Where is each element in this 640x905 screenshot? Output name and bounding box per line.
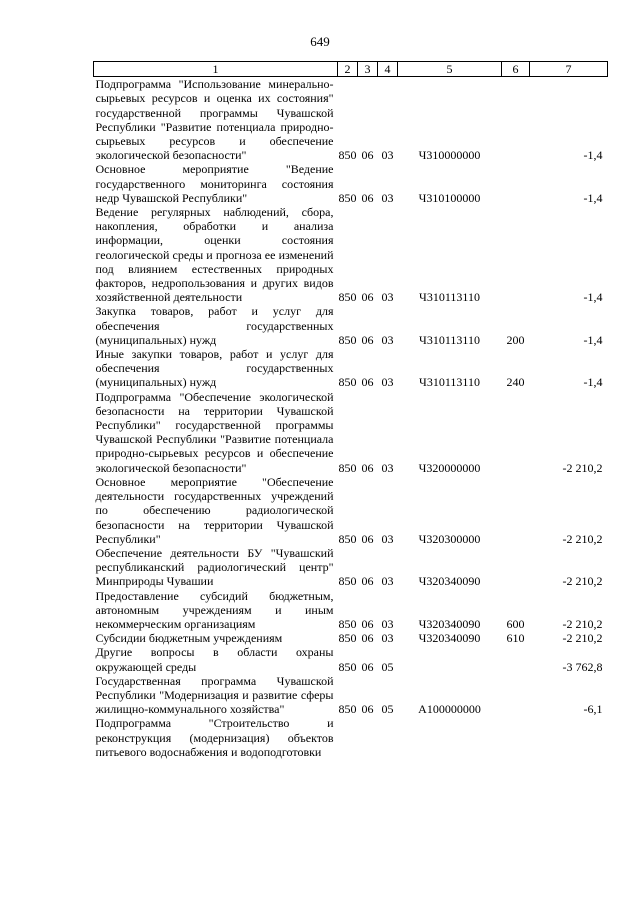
row-section: 06 xyxy=(361,574,374,589)
row-ministry-code: 850 xyxy=(338,460,357,475)
row-name: Основное мероприятие "Обеспечение деятельности государственных учреждений по обеспечению радиологической безопасности на территории Чувашской Республики" xyxy=(95,474,334,546)
row-target-code: Ч310113110 xyxy=(419,290,480,305)
table-row xyxy=(94,546,608,589)
row-subsection: 05 xyxy=(381,659,394,674)
row-ministry-code: 850 xyxy=(338,290,357,305)
row-section: 06 xyxy=(361,631,374,646)
row-subsection xyxy=(378,716,398,759)
table-row xyxy=(94,304,608,347)
row-section: 06 xyxy=(361,531,374,546)
row-ministry-code: 850 xyxy=(338,332,357,347)
table-row xyxy=(94,645,608,673)
row-amount xyxy=(530,716,608,759)
row-subsection: 03 xyxy=(381,460,394,475)
row-target-code: Ч310000000 xyxy=(418,148,481,163)
row-section: 06 xyxy=(361,375,374,390)
row-name: Ведение регулярных наблюдений, сбора, накопления, обработки и анализа информации, оценки состояния геологической среды и прогноза ее изменений под влиянием естественных природных факторов, недропользования и других видов хозяйственной деятельности xyxy=(95,205,334,305)
row-ministry-code: 850 xyxy=(338,190,357,205)
row-subsection: 03 xyxy=(381,290,394,305)
row-expense-type xyxy=(502,390,530,475)
row-subsection: 03 xyxy=(381,332,394,347)
row-amount: -1,4 xyxy=(583,290,603,305)
table-row xyxy=(94,674,608,717)
row-target-code xyxy=(398,716,502,759)
row-amount: -1,4 xyxy=(583,375,603,390)
row-ministry-code xyxy=(338,716,358,759)
row-expense-type: 240 xyxy=(506,375,525,390)
row-amount: -1,4 xyxy=(583,332,603,347)
row-expense-type: 200 xyxy=(506,332,525,347)
row-section: 06 xyxy=(361,702,374,717)
table-row xyxy=(94,162,608,205)
row-target-code: Ч310100000 xyxy=(418,190,481,205)
row-target-code: А100000000 xyxy=(418,702,481,717)
row-name: Закупка товаров, работ и услуг для обеспечения государственных (муниципальных) нужд xyxy=(95,304,334,347)
row-ministry-code: 850 xyxy=(338,574,357,589)
table-row xyxy=(94,631,608,645)
row-ministry-code: 850 xyxy=(338,702,357,717)
row-section xyxy=(358,716,378,759)
row-amount: -1,4 xyxy=(583,148,603,163)
row-amount: -2 210,2 xyxy=(562,460,603,475)
row-expense-type xyxy=(502,716,530,759)
column-header-3: 3 xyxy=(358,62,378,77)
row-name: Государственная программа Чувашской Республики "Модернизация и развитие сферы жилищно-коммунального хозяйства" xyxy=(95,673,334,717)
row-amount: -2 210,2 xyxy=(562,531,603,546)
column-header-7: 7 xyxy=(530,62,608,77)
row-section: 06 xyxy=(361,659,374,674)
row-amount: -6,1 xyxy=(583,702,603,717)
row-expense-type xyxy=(502,162,530,205)
row-target-code: Ч310113110 xyxy=(419,332,480,347)
row-name: Предоставление субсидий бюджетным, автономным учреждениям и иным некоммерческим организациям xyxy=(95,588,334,631)
budget-table xyxy=(93,61,608,759)
row-amount: -2 210,2 xyxy=(562,631,603,646)
column-header-5: 5 xyxy=(398,62,502,77)
table-row xyxy=(94,716,608,759)
row-expense-type xyxy=(502,77,530,163)
row-target-code: Ч320000000 xyxy=(418,460,481,475)
row-target-code xyxy=(398,645,502,673)
row-name: Подпрограмма "Обеспечение экологической безопасности на территории Чувашской Республики" государственной программы Чувашской Республики "Развитие потенциала природно-сырьевых ресурсов и обеспечение экологической безопасности" xyxy=(95,389,334,475)
row-subsection: 03 xyxy=(381,375,394,390)
row-subsection: 03 xyxy=(381,531,394,546)
row-section: 06 xyxy=(361,190,374,205)
row-subsection: 03 xyxy=(381,574,394,589)
row-ministry-code: 850 xyxy=(338,659,357,674)
row-amount: -2 210,2 xyxy=(562,616,603,631)
row-name: Субсидии бюджетным учреждениям xyxy=(95,631,283,646)
row-section: 06 xyxy=(361,148,374,163)
row-subsection: 03 xyxy=(381,148,394,163)
row-expense-type xyxy=(502,645,530,673)
row-target-code: Ч310113110 xyxy=(419,375,480,390)
column-header-6: 6 xyxy=(502,62,530,77)
row-expense-type xyxy=(502,674,530,717)
row-section: 06 xyxy=(361,460,374,475)
row-name: Иные закупки товаров, работ и услуг для обеспечения государственных (муниципальных) нужд xyxy=(95,347,334,390)
row-amount: -1,4 xyxy=(583,190,603,205)
table-row xyxy=(94,475,608,546)
column-header-1: 1 xyxy=(94,62,338,77)
table-row xyxy=(94,205,608,304)
row-ministry-code: 850 xyxy=(338,531,357,546)
row-section: 06 xyxy=(361,332,374,347)
table-header-row xyxy=(94,62,608,77)
row-subsection: 03 xyxy=(381,631,394,646)
row-subsection: 03 xyxy=(381,616,394,631)
table-row xyxy=(94,347,608,390)
table-row xyxy=(94,390,608,475)
row-target-code: Ч320300000 xyxy=(418,531,481,546)
row-ministry-code: 850 xyxy=(338,148,357,163)
row-expense-type: 610 xyxy=(506,631,525,646)
row-expense-type xyxy=(502,546,530,589)
row-expense-type xyxy=(502,205,530,304)
row-ministry-code: 850 xyxy=(338,616,357,631)
column-header-4: 4 xyxy=(378,62,398,77)
row-target-code: Ч320340090 xyxy=(418,574,481,589)
column-header-2: 2 xyxy=(338,62,358,77)
row-ministry-code: 850 xyxy=(338,631,357,646)
row-target-code: Ч320340090 xyxy=(418,631,481,646)
row-target-code: Ч320340090 xyxy=(418,616,481,631)
row-ministry-code: 850 xyxy=(338,375,357,390)
row-name: Подпрограмма "Строительство и реконструкция (модернизация) объектов питьевого водоснабжения и водоподготовки xyxy=(95,716,334,759)
row-name: Обеспечение деятельности БУ "Чувашский республиканский радиологический центр" Минприроды Чувашии xyxy=(95,545,334,589)
row-expense-type xyxy=(502,475,530,546)
row-name: Основное мероприятие "Ведение государственного мониторинга состояния недр Чувашской Республики" xyxy=(95,162,334,205)
row-amount: -3 762,8 xyxy=(562,659,603,674)
row-subsection: 05 xyxy=(381,702,394,717)
row-section: 06 xyxy=(361,290,374,305)
page-number: 649 xyxy=(310,34,330,49)
row-section: 06 xyxy=(361,616,374,631)
row-name: Другие вопросы в области охраны окружающей среды xyxy=(95,645,334,674)
row-amount: -2 210,2 xyxy=(562,574,603,589)
row-name: Подпрограмма "Использование минерально-сырьевых ресурсов и оценка их состояния" государственной программы Чувашской Республики "Развитие потенциала природно-сырьевых ресурсов и обеспечение экологической безопасности" xyxy=(95,77,334,163)
table-row xyxy=(94,77,608,163)
row-expense-type: 600 xyxy=(506,616,525,631)
table-row xyxy=(94,589,608,632)
row-subsection: 03 xyxy=(381,190,394,205)
